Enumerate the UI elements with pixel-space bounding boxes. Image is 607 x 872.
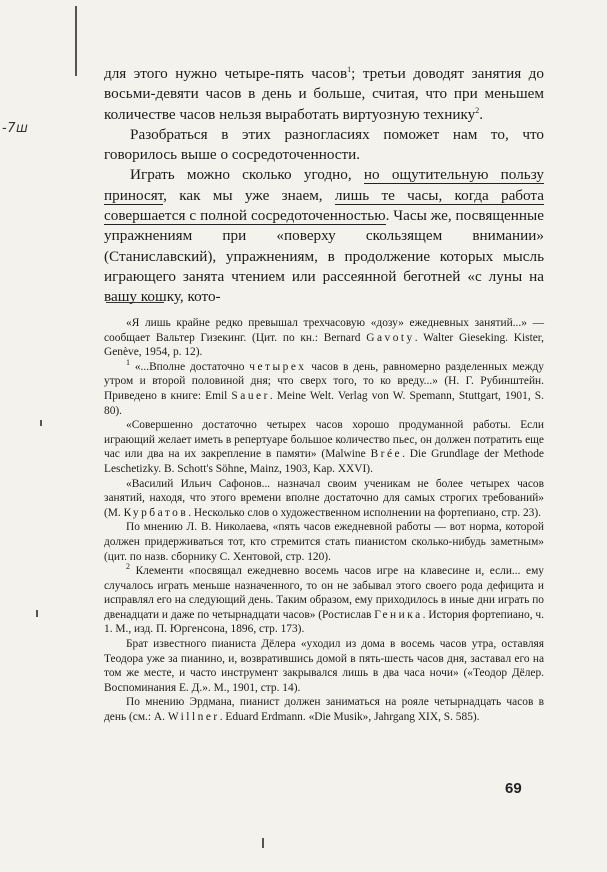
footnote: $^2$ Клементи «посвящал ежедневно восемь часов игре на клавесине и, если... ему случалось играть меньше назначенного, то он не забывал этого своего рода дефицита и исправлял его на следующий день. Таким образом, ему приходилось в иные дни играть по двенадцати и даже по четырнадцати часов» (Ростислав Геника. История фортепиано, ч. 1. М., изд. П. Юргенсона, 1896, стр. 173). bbox=[104, 562, 544, 636]
footnote: Брат известного пианиста Дёлера «уходил из дома в восемь часов утра, оставляя Теодора уже за пианино, и, возвратившись домой в пять-шесть часов дня, заставал его на том же месте, и часто инструмент закрывался лишь в два часа ночи» («Теодор Дёлер. Воспоминания Е. Д.». М., 1901, стр. 14). bbox=[104, 638, 544, 694]
footnote: По мнению Л. В. Николаева, «пять часов ежедневной работы — вот норма, которой должен придерживаться тот, кто стремится стать пианистом сколько-нибудь заметным» (цит. по назв. сборнику С. Хентовой, стр. 120). bbox=[104, 521, 544, 563]
underlined-phrase: лишь те часы, когда работа совершается с полной сосредоточенностью bbox=[104, 186, 544, 225]
paragraph-3: Играть можно сколько угодно, но ощутительную пользу приносят, как мы уже знаем, лишь те часы, когда работа совершается с полной сосредоточенностью. Часы же, посвященные упражнениям при «поверху скользящем внимании» (Станиславский), упражнениям, в продолжение которых мысль играющего занята чтением или рассеянной беготней «с луны на вашу кошку, кото- bbox=[104, 166, 544, 306]
footnote: «Я лишь крайне редко превышал трехчасовую «дозу» ежедневных занятий...» — сообщает Вальтер Гизекинг. (Цит. по кн.: Bernard Gavoty. Walter Gieseking. Kister, Genève, 1954, p. 12). bbox=[104, 317, 544, 359]
paragraph-1: для этого нужно четыре-пять часов$^1$; третьи доводят занятия до восьми-девяти часов в день и больше, считая, что при меньшем количестве часов нельзя выработать виртуозную технику$^2$. bbox=[104, 64, 544, 123]
margin-handwritten-note: -7ш bbox=[2, 121, 29, 136]
footnotes bbox=[104, 316, 544, 725]
margin-mark bbox=[36, 610, 38, 617]
footnote: $^1$ «...Вполне достаточно четырех часов в день, равномерно разделенных между утром и второй половиной дня; что сверх того, то ко вреду...» (Н. Г. Рубинштейн. Приведено в книге: Emil Sauer. Meine Welt. Verlag von W. Spemann, Stuttgart, 1901, S. 80). bbox=[104, 357, 544, 417]
page-number: 69 bbox=[505, 780, 522, 797]
margin-mark bbox=[40, 420, 42, 426]
footnote: «Василий Ильич Сафонов... назначал своим ученикам не более четырех часов занятий, находя, что этого времени вполне достаточно для самых строгих требований» (М. Курбатов. Несколько слов о художественном исполнении на фортепиано, стр. 23). bbox=[104, 477, 544, 519]
footnote: По мнению Эрдмана, пианист должен заниматься на рояле четырнадцать часов в день (см.: A. Willner. Eduard Erdmann. «Die Musik», Jahrgang XIX, S. 585). bbox=[104, 696, 544, 724]
main-text bbox=[104, 64, 544, 308]
underlined-phrase: но ощутительную пользу приносят bbox=[104, 166, 544, 204]
margin-mark bbox=[262, 838, 264, 848]
paragraph-2: Разобраться в этих разногласиях поможет нам то, что говорилось выше о сосредоточенности. bbox=[104, 125, 544, 164]
footnote-separator bbox=[106, 302, 164, 303]
margin-mark bbox=[75, 6, 77, 76]
footnote: «Совершенно достаточно четырех часов хорошо продуманной работы. Если играющий желает иметь в репертуаре большое количество пьес, он должен потратить еще час или два на их закрепление в памяти» (Malwine Brée. Die Grundlage der Methode Leschetizky. B. Schott's Söhne, Mainz, 1903, Kap. XXVI). bbox=[104, 419, 544, 475]
